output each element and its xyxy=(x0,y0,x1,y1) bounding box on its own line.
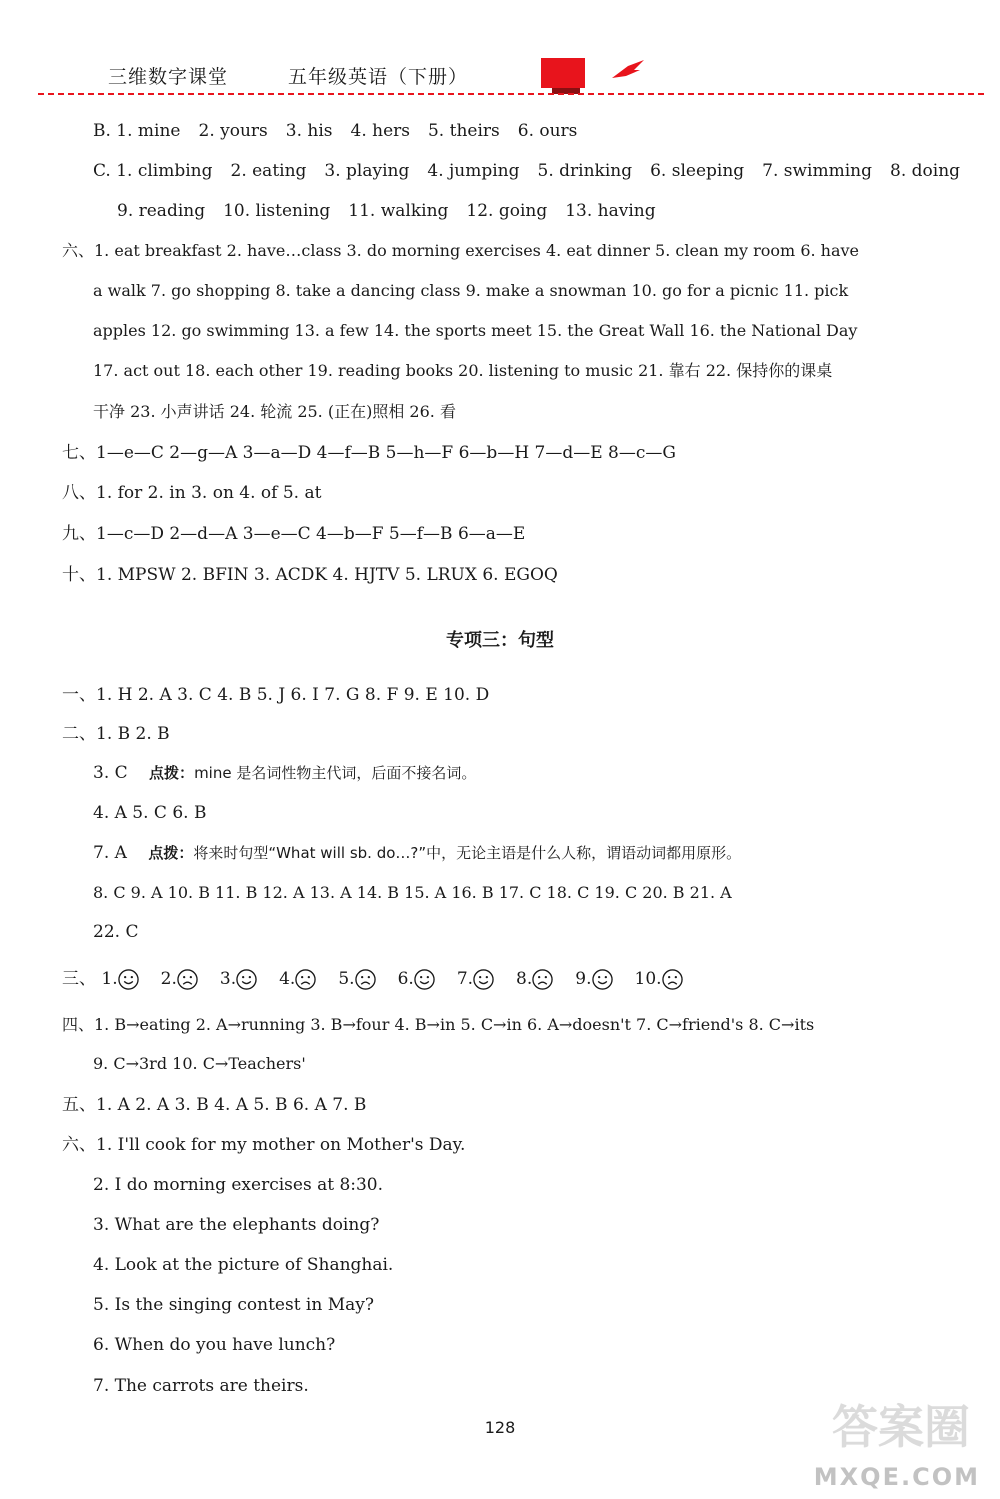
answer-line-er-2 xyxy=(93,762,476,784)
face-answer-item xyxy=(398,966,435,992)
answer-line-er-5: 8. C 9. A 10. B 11. B 12. A 13. A 14. B 15. A 16. B 17. C 18. C 19. C 20. B 21. A xyxy=(93,883,732,902)
header-divider xyxy=(38,93,984,95)
answer-item: 3. C xyxy=(93,763,128,783)
answer-line-shi: 十、1. MPSW 2. BFIN 3. ACDK 4. HJTV 5. LRUX 6. EGOQ xyxy=(62,565,558,585)
answer-line-liu-3: apples 12. go swimming 13. a few 14. the sports meet 15. the Great Wall 16. the National Day xyxy=(93,321,858,340)
face-answer-item xyxy=(635,966,683,992)
book-series: 三维数字课堂 xyxy=(108,66,229,88)
face-answer-label: 10. xyxy=(634,969,662,989)
tip-text: mine 是名词性物主代词，后面不接名词。 xyxy=(194,764,477,782)
sad-face-icon xyxy=(532,969,553,990)
face-answer-item xyxy=(457,966,494,992)
answer-line-liu-1: 六、1. eat breakfast 2. have…class 3. do morning exercises 4. eat dinner 5. clean my room 6. have xyxy=(62,241,860,260)
face-answer-label: 2. xyxy=(160,969,177,989)
answer-item: 4. jumping xyxy=(427,161,520,181)
answer-line-c2 xyxy=(117,200,674,222)
sad-face-icon xyxy=(295,969,316,990)
answer-item: 5. drinking xyxy=(537,161,633,181)
answer-item: 9. reading xyxy=(117,201,206,221)
answer-item: 4. hers xyxy=(350,121,410,141)
answer-line-liu-5: 干净 23. 小声讲话 24. 轮流 25. (正在)照相 26. 看 xyxy=(93,402,456,421)
smiley-face-icon xyxy=(118,969,139,990)
answer-item: 3. playing xyxy=(324,161,410,181)
answer-line-liu-b-5: 5. Is the singing contest in May? xyxy=(93,1295,374,1315)
face-answer-item xyxy=(220,966,257,992)
red-bird-icon xyxy=(610,58,646,82)
sad-face-icon xyxy=(355,969,376,990)
answer-line-liu-4: 17. act out 18. each other 19. reading books 20. listening to music 21. 靠右 22. 保持你的课桌 xyxy=(93,361,833,380)
answer-line-ba: 八、1. for 2. in 3. on 4. of 5. at xyxy=(62,483,322,503)
watermark-url: MXQE.COM xyxy=(813,1463,980,1491)
answer-item: 6. ours xyxy=(517,121,578,141)
smiley-face-icon xyxy=(592,969,613,990)
page-header xyxy=(0,58,1000,98)
answer-line-si-2: 9. C→3rd 10. C→Teachers' xyxy=(93,1054,306,1073)
answer-item: 2. eating xyxy=(230,161,307,181)
smiley-face-icon xyxy=(414,969,435,990)
face-answer-label: 7. xyxy=(456,969,474,989)
face-answer-label: 9. xyxy=(575,969,592,989)
tip-label: 点拨： xyxy=(148,844,194,862)
answer-item: 8. doing xyxy=(890,161,961,181)
topic-title: 专项三：句型 xyxy=(446,630,554,651)
book-title: 五年级英语（下册） xyxy=(288,66,469,88)
answer-line-si-1: 四、1. B→eating 2. A→running 3. B→four 4. B→in 5. C→in 6. A→doesn't 7. C→friend's 8. C→its xyxy=(62,1015,815,1034)
face-answer-item xyxy=(279,966,316,992)
face-answer-label: 8. xyxy=(516,969,533,989)
face-answer-label: 4. xyxy=(279,969,296,989)
red-block-decoration xyxy=(541,58,585,88)
smiley-face-icon xyxy=(473,969,494,990)
tip-label: 点拨： xyxy=(149,764,195,782)
face-answer-item xyxy=(338,966,375,992)
answer-line-san xyxy=(62,966,705,992)
face-answer-label: 6. xyxy=(397,969,414,989)
answer-item: 10. listening xyxy=(223,201,331,221)
answer-item: C. 1. climbing xyxy=(93,161,213,181)
answer-line-c1 xyxy=(93,160,978,182)
answer-item: 13. having xyxy=(565,201,656,221)
answer-line-b xyxy=(93,120,595,142)
answer-line-liu-b-6: 6. When do you have lunch? xyxy=(93,1335,336,1355)
answer-line-wu: 五、1. A 2. A 3. B 4. A 5. B 6. A 7. B xyxy=(62,1095,367,1115)
answer-line-liu-b-2: 2. I do morning exercises at 8:30. xyxy=(93,1175,384,1195)
answer-line-liu-b-3: 3. What are the elephants doing? xyxy=(93,1215,380,1235)
section-prefix: 三、 xyxy=(62,969,96,989)
face-answer-label: 1. xyxy=(101,969,118,989)
answer-item: 11. walking xyxy=(348,201,449,221)
answer-line-liu-2: a walk 7. go shopping 8. take a dancing class 9. make a snowman 10. go for a picnic 11. pick xyxy=(93,281,849,300)
sad-face-icon xyxy=(662,969,683,990)
face-answer-item xyxy=(161,966,198,992)
answer-item: 6. sleeping xyxy=(650,161,745,181)
answer-line-yi: 一、1. H 2. A 3. C 4. B 5. J 6. I 7. G 8. F 9. E 10. D xyxy=(62,685,490,705)
answer-item: 12. going xyxy=(466,201,548,221)
answer-line-er-4 xyxy=(93,842,741,864)
answer-item: 7. swimming xyxy=(762,161,873,181)
answer-line-er-6: 22. C xyxy=(93,922,139,942)
answer-item: B. 1. mine xyxy=(93,121,181,141)
answer-line-liu-b-1: 六、1. I'll cook for my mother on Mother's Day. xyxy=(62,1135,466,1155)
smiley-face-icon xyxy=(236,969,257,990)
face-answer-label: 3. xyxy=(219,969,237,989)
face-answer-item xyxy=(575,966,612,992)
answer-line-qi: 七、1—e—C 2—g—A 3—a—D 4—f—B 5—h—F 6—b—H 7—d—E 8—c—G xyxy=(62,443,676,463)
watermark-logo-text: 答案圈 xyxy=(832,1400,970,1454)
answer-item: 2. yours xyxy=(198,121,268,141)
answer-line-er-1: 二、1. B 2. B xyxy=(62,724,170,744)
answer-item: 5. theirs xyxy=(427,121,500,141)
answer-item: 7. A xyxy=(93,843,127,863)
answer-line-er-3: 4. A 5. C 6. B xyxy=(93,803,207,823)
answer-line-jiu: 九、1—c—D 2—d—A 3—e—C 4—b—F 5—f—B 6—a—E xyxy=(62,524,526,544)
face-answer-item xyxy=(101,966,138,992)
answer-line-liu-b-7: 7. The carrots are theirs. xyxy=(93,1376,309,1396)
answer-item: 3. his xyxy=(285,121,333,141)
tip-text: 将来时句型“What will sb. do…?”中，无论主语是什么人称，谓语动词都用原形。 xyxy=(193,844,742,862)
face-answer-label: 5. xyxy=(338,969,355,989)
page-number: 128 xyxy=(484,1418,516,1437)
answer-line-liu-b-4: 4. Look at the picture of Shanghai. xyxy=(93,1255,394,1275)
sad-face-icon xyxy=(177,969,198,990)
face-answer-item xyxy=(516,966,553,992)
